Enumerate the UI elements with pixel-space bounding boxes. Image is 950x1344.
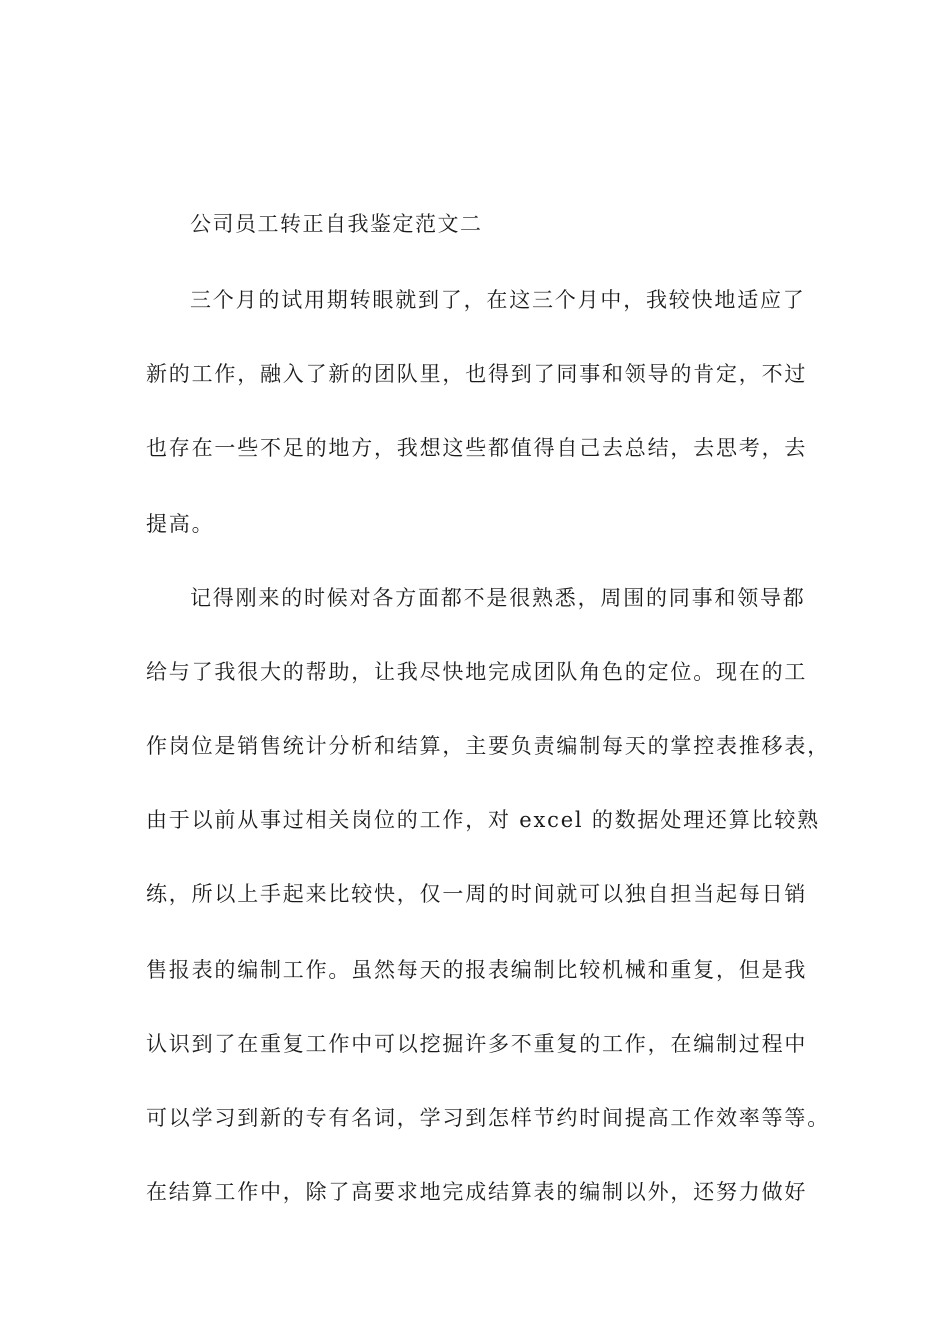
paragraph-2-line-7: 认识到了在重复工作中可以挖掘许多不重复的工作，在编制过程中: [146, 1032, 808, 1056]
paragraph-2-line-3: 作岗位是销售统计分析和结算，主要负责编制每天的掌控表推移表，: [146, 734, 830, 758]
paragraph-2-line-4: 由于以前从事过相关岗位的工作，对 excel 的数据处理还算比较熟: [146, 808, 820, 832]
paragraph-2-line-5: 练，所以上手起来比较快，仅一周的时间就可以独自担当起每日销: [146, 882, 808, 906]
paragraph-2-line-9: 在结算工作中，除了高要求地完成结算表的编制以外，还努力做好: [146, 1180, 808, 1204]
paragraph-1-line-4: 提高。: [146, 512, 215, 536]
paragraph-1-line-1: 三个月的试用期转眼就到了，在这三个月中，我较快地适应了: [190, 288, 806, 312]
paragraph-1-line-3: 也存在一些不足的地方，我想这些都值得自己去总结，去思考，去: [146, 436, 808, 460]
paragraph-2-line-2: 给与了我很大的帮助，让我尽快地完成团队角色的定位。现在的工: [146, 660, 808, 684]
paragraph-1-line-2: 新的工作，融入了新的团队里，也得到了同事和领导的肯定，不过: [146, 362, 808, 386]
paragraph-2-line-6: 售报表的编制工作。虽然每天的报表编制比较机械和重复，但是我: [146, 958, 808, 982]
document-title: 公司员工转正自我鉴定范文二: [190, 212, 483, 236]
paragraph-2-line-8: 可以学习到新的专有名词，学习到怎样节约时间提高工作效率等等。: [146, 1106, 830, 1130]
paragraph-2-line-1: 记得刚来的时候对各方面都不是很熟悉，周围的同事和领导都: [190, 586, 806, 610]
